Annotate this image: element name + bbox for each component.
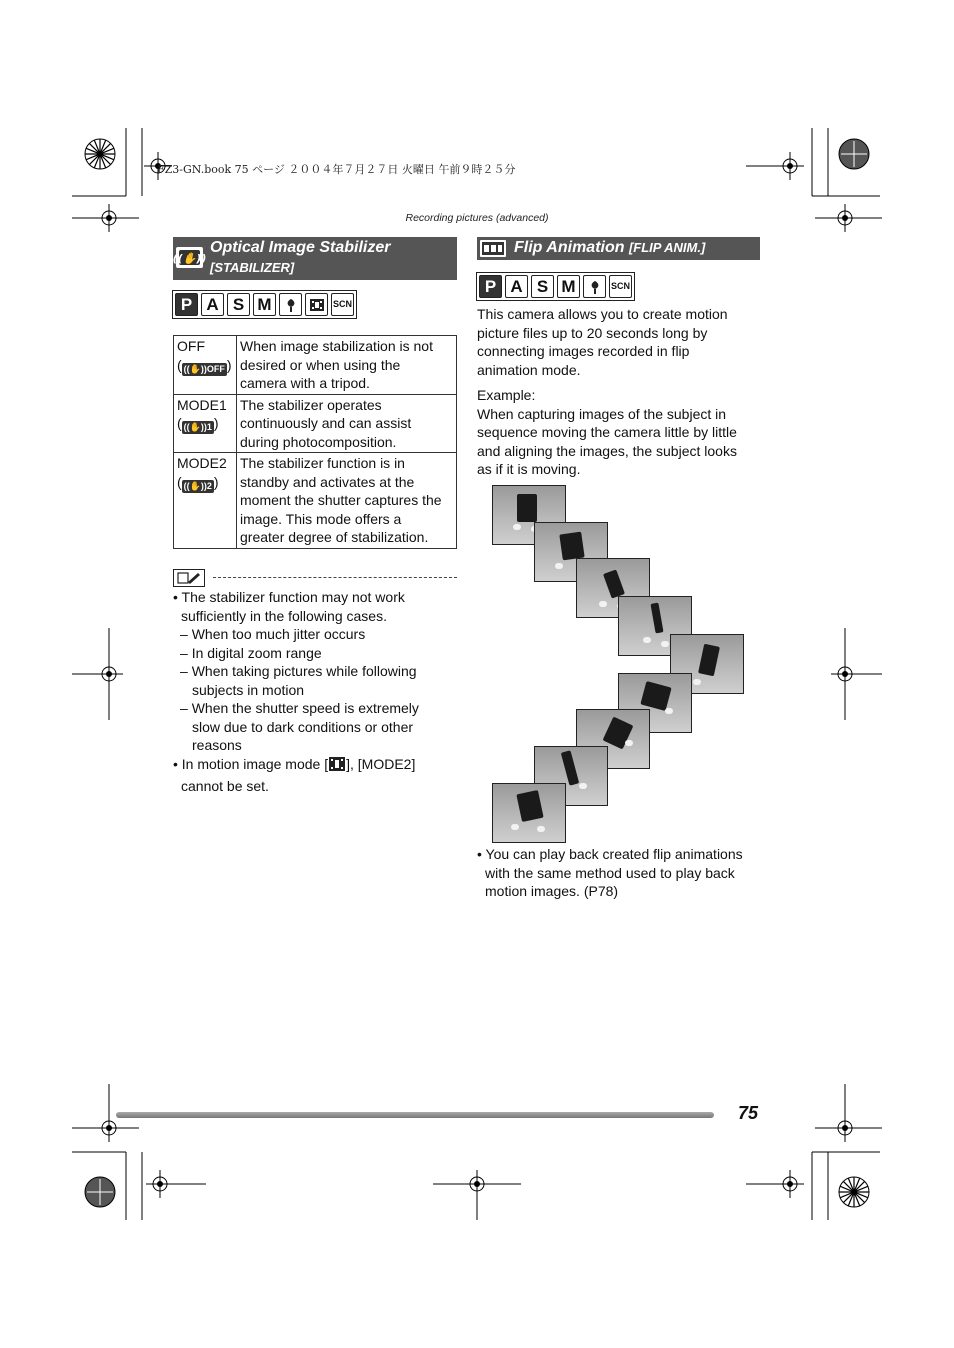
stabilizer-section-header [173, 237, 457, 280]
mode-cell: MODE2 ( ((✋))2 ) [174, 453, 237, 549]
mode-s-icon: S [227, 293, 250, 316]
stabilizer-note-2: • In motion image mode [ ], [MODE2] cannot be set. [173, 756, 416, 794]
flip-title: Flip Animation [514, 239, 625, 256]
flip-note: • You can play back created flip animations with the same method used to play back motion images. (P78) [477, 846, 743, 899]
stabilizer-subtitle: [STABILIZER] [210, 260, 295, 275]
mode-name: MODE1 [177, 396, 227, 413]
stabilizer-mode2-icon: ((✋))2 [183, 480, 212, 491]
note-divider [213, 577, 457, 578]
description-cell: The stabilizer operates continuously and can assist during photocomposition. [237, 394, 457, 453]
footer-bar [116, 1112, 714, 1118]
scene-mode-icon: SCN [609, 275, 632, 298]
mode-name: MODE2 [177, 455, 227, 471]
mode-m-icon: M [557, 275, 580, 298]
stabilizer-off-icon: ((✋))OFF [183, 363, 225, 374]
stabilizer-note-1: • The stabilizer function may not work sufficiently in the following cases. [173, 589, 405, 624]
list-item: – In digital zoom range [180, 644, 322, 661]
flip-mode-strip [476, 272, 635, 301]
mode-cell: MODE1 ( ((✋))1 ) [174, 394, 237, 453]
flip-animation-icon [480, 240, 506, 257]
mode-p-icon: P [479, 275, 502, 298]
print-file-line: FZ3-GN.book 75 ページ ２００４年７月２７日 火曜日 午前９時２５分 [157, 163, 516, 176]
stabilizer-note-subitems: – When too much jitter occurs – In digital zoom range – When taking pictures while following subjects in motion – When the shutter speed is extremely slow due to dark conditions or other reasons [180, 626, 419, 753]
note-icon [173, 569, 205, 587]
list-item: – When too much jitter occurs [180, 626, 366, 642]
flip-intro: This camera allows you to create motion picture files up to 20 seconds long by connecting images recorded in flip animation mode. [477, 306, 728, 378]
list-item: – When taking pictures while following [180, 663, 417, 679]
macro-mode-icon [583, 275, 606, 298]
macro-mode-icon [279, 293, 302, 316]
mode-p-icon: P [175, 293, 198, 316]
running-head: Recording pictures (advanced) [405, 212, 549, 224]
flip-example: Example: When capturing images of the subject in sequence moving the camera little by little and aligning the images, the subject looks as if it is moving. [477, 387, 737, 477]
page-number: 75 [738, 1103, 759, 1123]
mode-a-icon: A [201, 293, 224, 316]
stabilizer-title: Optical Image Stabilizer [210, 239, 391, 256]
table-row [174, 336, 457, 395]
mode-a-icon: A [505, 275, 528, 298]
mode-name: OFF [177, 338, 205, 354]
svg-text:((✋)): ((✋)) [172, 252, 207, 265]
mode-cell: OFF ( ((✋))OFF ) [174, 336, 237, 395]
table-row [174, 394, 457, 453]
stabilizer-mode-table [173, 335, 457, 549]
mode-m-icon: M [253, 293, 276, 316]
table-row [174, 453, 457, 549]
scene-mode-icon: SCN [331, 293, 354, 316]
description-cell: When image stabilization is not desired or when using the camera with a tripod. [237, 336, 457, 395]
description-cell: The stabilizer function is in standby and activates at the moment the shutter captures the image. This mode offers a greater degree of stabilization. [237, 453, 457, 549]
photo-frame [492, 783, 566, 843]
motion-image-icon [328, 756, 346, 777]
stabilizer-mode-strip [172, 290, 357, 319]
example-label: Example: [477, 387, 536, 403]
motion-image-mode-icon [305, 293, 328, 316]
stabilizer-icon [172, 247, 207, 268]
stabilizer-mode1-icon: ((✋))1 [183, 422, 212, 432]
mode-s-icon: S [531, 275, 554, 298]
list-item: – When the shutter speed is extremely [180, 700, 419, 716]
flip-section-header [477, 237, 760, 260]
flip-subtitle: [FLIP ANIM.] [628, 240, 706, 255]
